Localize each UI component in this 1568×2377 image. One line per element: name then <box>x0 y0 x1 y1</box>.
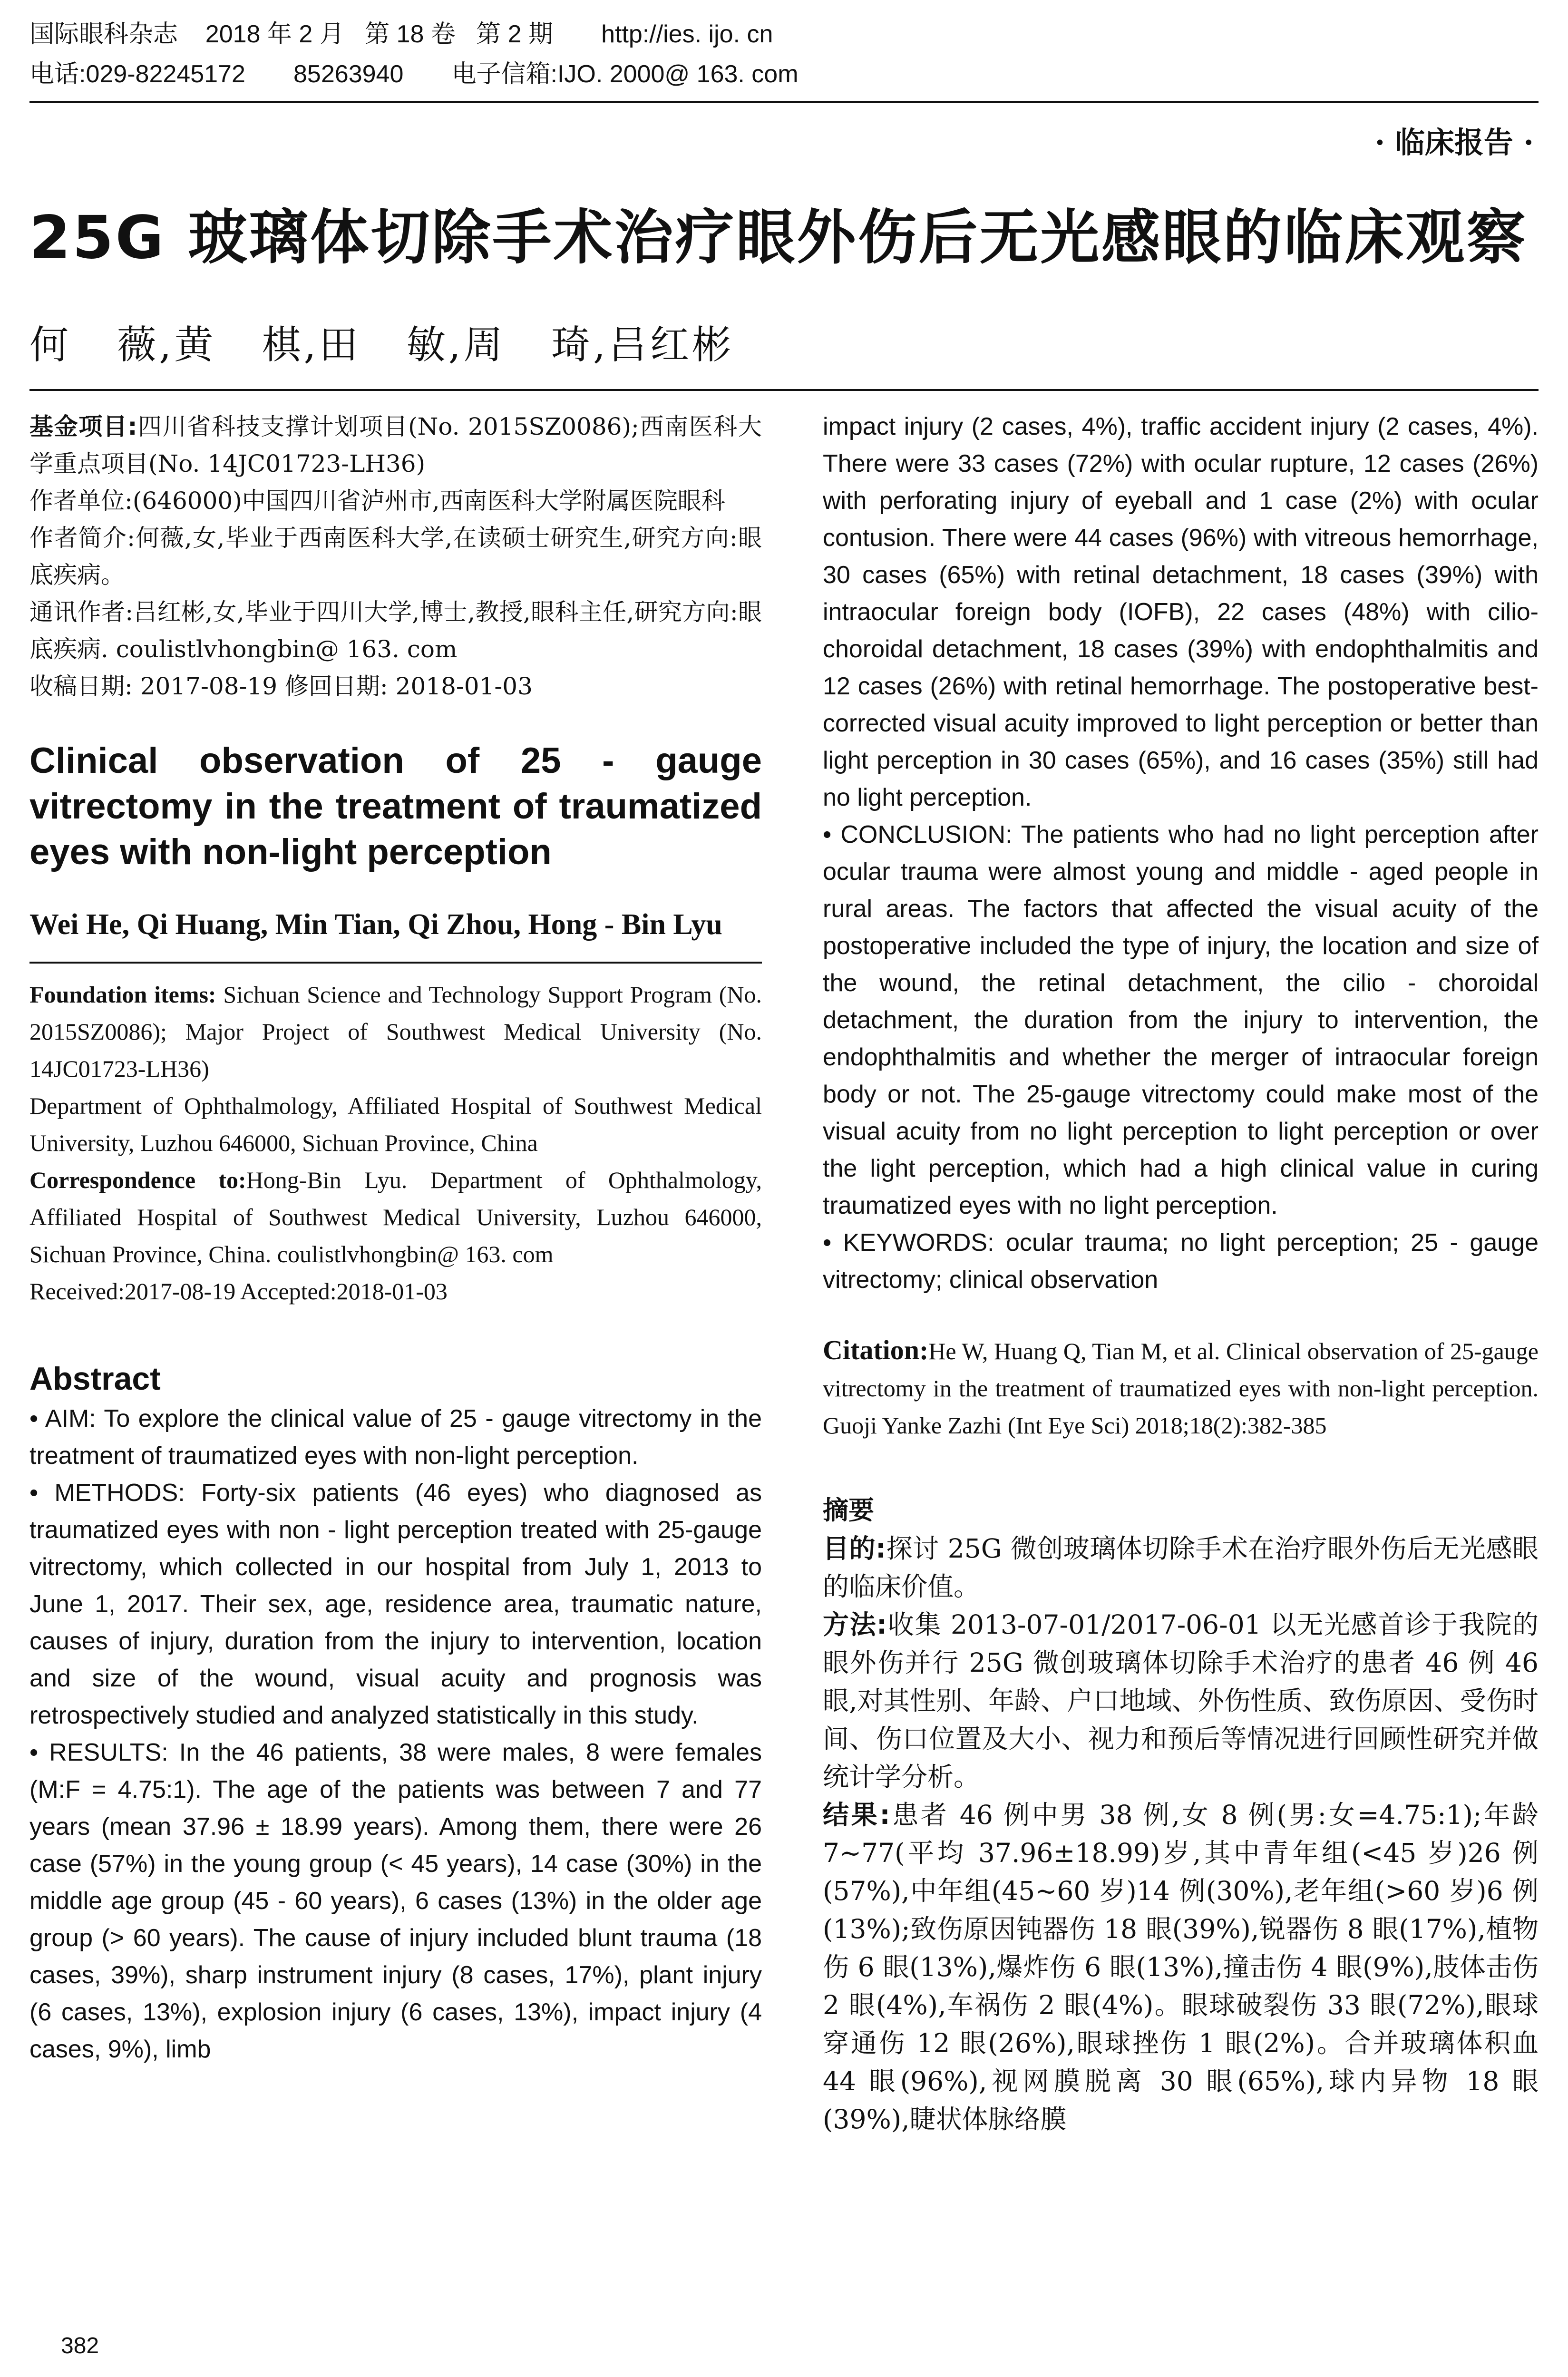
abstract-results: • RESULTS: In the 46 patients, 38 were males, 8 were females (M:F = 4.75:1). The age of the patients was between 7 and 77 years (mean 37.96 ± 18.99 years). Among them, there were 26 case (57%) in the young group (< 45 years), 14 case (30%) in the middle age group (45 - 60 years), 6 cases (13%) in the older age group (> 60 years). The cause of injury included blunt trauma (18 cases, 39%), sharp instrument injury (8 cases, 17%), plant injury (6 cases, 13%), explosion injury (6 cases, 13%), impact injury (4 cases, 9%), limb <box>29 1739 762 2063</box>
citation <box>823 1332 1539 1444</box>
foundation-cn <box>29 408 762 482</box>
right-column <box>823 408 1539 2138</box>
title-divider <box>29 389 1539 391</box>
correspondence-en <box>29 1161 762 1273</box>
chinese-methods-text: 收集 2013-07-01/2017-06-01 以无光感首诊于我院的眼外伤并行 25G 微创玻璃体切除手术治疗的患者 46 例 46 眼,对其性别、年龄、户口地域、外伤性质、致伤原因、受伤时间、伤口位置及大小、视力和预后等情况进行回顾性研究并做统计学分析。 <box>823 1609 1539 1792</box>
citation-label: Citation: <box>823 1335 929 1365</box>
chinese-abstract-methods <box>823 1606 1539 1796</box>
foundation-en-label: Foundation items: <box>29 981 216 1008</box>
abstract-aim: • AIM: To explore the clinical value of 25 - gauge vitrectomy in the treatment of traumatized eyes with non-light perception. <box>29 1405 762 1470</box>
citation-text: He W, Huang Q, Tian M, et al. Clinical observation of 25-gauge vitrectomy in the treatment of traumatized eyes with non-light perception. Guoji Yanke Zazhi (Int Eye Sci) 2018;18(2):382-385 <box>823 1338 1539 1439</box>
bio-cn: 作者简介:何薇,女,毕业于西南医科大学,在读硕士研究生,研究方向:眼底疾病。 <box>29 524 762 589</box>
foundation-en-text: Sichuan Science and Technology Support Program (No. 2015SZ0086); Major Project of Southwest Medical University (No. 14JC01723-LH36) <box>29 981 762 1082</box>
abstract-methods: • METHODS: Forty-six patients (46 eyes) who diagnosed as traumatized eyes with non - light perception treated with 25-gauge vitrectomy, which collected in our hospital from July 1, 2013 to June 1, 2017. Their sex, age, residence area, traumatic nature, causes of injury, duration from the injury to intervention, location and size of the wound, visual acuity and prognosis was retrospectively studied and analyzed statistically in this study. <box>29 1479 762 1729</box>
chinese-aim-text: 探讨 25G 微创玻璃体切除手术在治疗眼外伤后无光感眼的临床价值。 <box>823 1533 1539 1602</box>
foundation-en <box>29 976 762 1087</box>
department-en: Department of Ophthalmology, Affiliated Hospital of Southwest Medical University, Luzhou 646000, Sichuan Province, China <box>29 1092 762 1156</box>
abstract-conclusion: • CONCLUSION: The patients who had no light perception after ocular trauma were almost young and middle - aged people in rural areas. The factors that affected the visual acuity of the postoperative included the type of injury, the location and size of the wound, the retinal detachment, the cilio - choroidal detachment, the duration from the injury to intervention, the endophthalmitis and whether the merger of intraocular foreign body or not. The 25-gauge vitrectomy could make most of the visual acuity from no light perception to light perception or over the light perception, which had a high clinical value in curing traumatized eyes with no light perception. <box>823 821 1539 1219</box>
chinese-authors: 何 薇,黄 棋,田 敏,周 琦,吕红彬 <box>29 322 734 368</box>
running-header-line1: 国际眼科杂志 2018 年 2 月 第 18 卷 第 2 期 http://ies. ijo. cn <box>29 20 773 48</box>
abstract-results-continued: impact injury (2 cases, 4%), traffic accident injury (2 cases, 4%). There were 33 cases (72%) with ocular rupture, 12 cases (26%) with perforating injury of eyeball and 1 case (2%) with ocular contusion. There were 44 cases (96%) with vitreous hemorrhage, 30 cases (65%) with retinal detachment, 18 cases (39%) with intraocular foreign body (IOFB), 22 cases (48%) with cilio-choroidal detachment, 18 cases (39%) with endophthalmitis and 12 cases (26%) with retinal hemorrhage. The postoperative best-corrected visual acuity improved to light perception or better than light perception in 30 cases (65%), and 16 cases (35%) still had no light perception. <box>823 413 1539 811</box>
section-tag: · 临床报告 · <box>1374 125 1534 160</box>
abstract-keywords: • KEYWORDS: ocular trauma; no light perception; 25 - gauge vitrectomy; clinical observation <box>823 1229 1539 1294</box>
correspondence-cn: 通讯作者:吕红彬,女,毕业于四川大学,博士,教授,眼科主任,研究方向:眼底疾病. coulistlvhongbin@ 163. com <box>29 598 762 663</box>
chinese-methods-label: 方法: <box>823 1609 887 1640</box>
chinese-abstract-aim <box>823 1529 1539 1606</box>
left-column <box>29 408 762 2068</box>
received-en: Received:2017-08-19 Accepted:2018-01-03 <box>29 1278 448 1305</box>
correspondence-en-text: Hong-Bin Lyu. Department of Ophthalmology, Affiliated Hospital of Southwest Medical University, Luzhou 646000, Sichuan Province, China. coulistlvhongbin@ 163. com <box>29 1167 762 1267</box>
english-authors: Wei He, Qi Huang, Min Tian, Qi Zhou, Hong - Bin Lyu <box>29 908 722 941</box>
affiliation-cn: 作者单位:(646000)中国四川省泸州市,西南医科大学附属医院眼科 <box>29 487 725 515</box>
chinese-results-label: 结果: <box>823 1800 890 1830</box>
correspondence-en-label: Correspondence to: <box>29 1167 246 1193</box>
page-number: 382 <box>61 2333 99 2358</box>
authors-divider <box>29 962 762 964</box>
english-title: Clinical observation of 25 - gauge vitrectomy in the treatment of traumatized eyes with non-light perception <box>29 740 762 872</box>
english-metadata <box>29 976 762 1310</box>
dates-cn: 收稿日期: 2017-08-19 修回日期: 2018-01-03 <box>29 672 533 700</box>
running-header <box>29 14 1539 94</box>
chinese-title: 25G 玻璃体切除手术治疗眼外伤后无光感眼的临床观察 <box>29 204 1528 272</box>
header-divider <box>29 101 1539 103</box>
chinese-aim-label: 目的: <box>823 1533 886 1564</box>
chinese-abstract-heading: 摘要 <box>823 1495 874 1525</box>
chinese-abstract-results <box>823 1796 1539 2138</box>
foundation-cn-label: 基金项目: <box>29 413 137 440</box>
running-header-line2: 电话:029-82245172 85263940 电子信箱:IJO. 2000@ 163. com <box>29 60 799 88</box>
chinese-results-text: 患者 46 例中男 38 例,女 8 例(男:女=4.75:1);年龄 7~77(平均 37.96±18.99)岁,其中青年组(<45 岁)26 例(57%),中年组(45~60 岁)14 例(30%),老年组(>60 岁)6 例(13%);致伤原因钝器伤 18 眼(39%),锐器伤 8 眼(17%),植物伤 6 眼(13%),爆炸伤 6 眼(13%),撞击伤 4 眼(9%),肢体击伤 2 眼(4%),车祸伤 2 眼(4%)。眼球破裂伤 33 眼(72%),眼球穿通伤 12 眼(26%),眼球挫伤 1 眼(2%)。合并玻璃体积血 44 眼(96%),视网膜脱离 30 眼(65%),球内异物 18 眼(39%),睫状体脉络膜 <box>823 1800 1539 2134</box>
chinese-metadata <box>29 408 762 705</box>
abstract-heading: Abstract <box>29 1361 161 1397</box>
foundation-cn-text: 四川省科技支撑计划项目(No. 2015SZ0086);西南医科大学重点项目(No. 14JC01723-LH36) <box>29 413 762 477</box>
